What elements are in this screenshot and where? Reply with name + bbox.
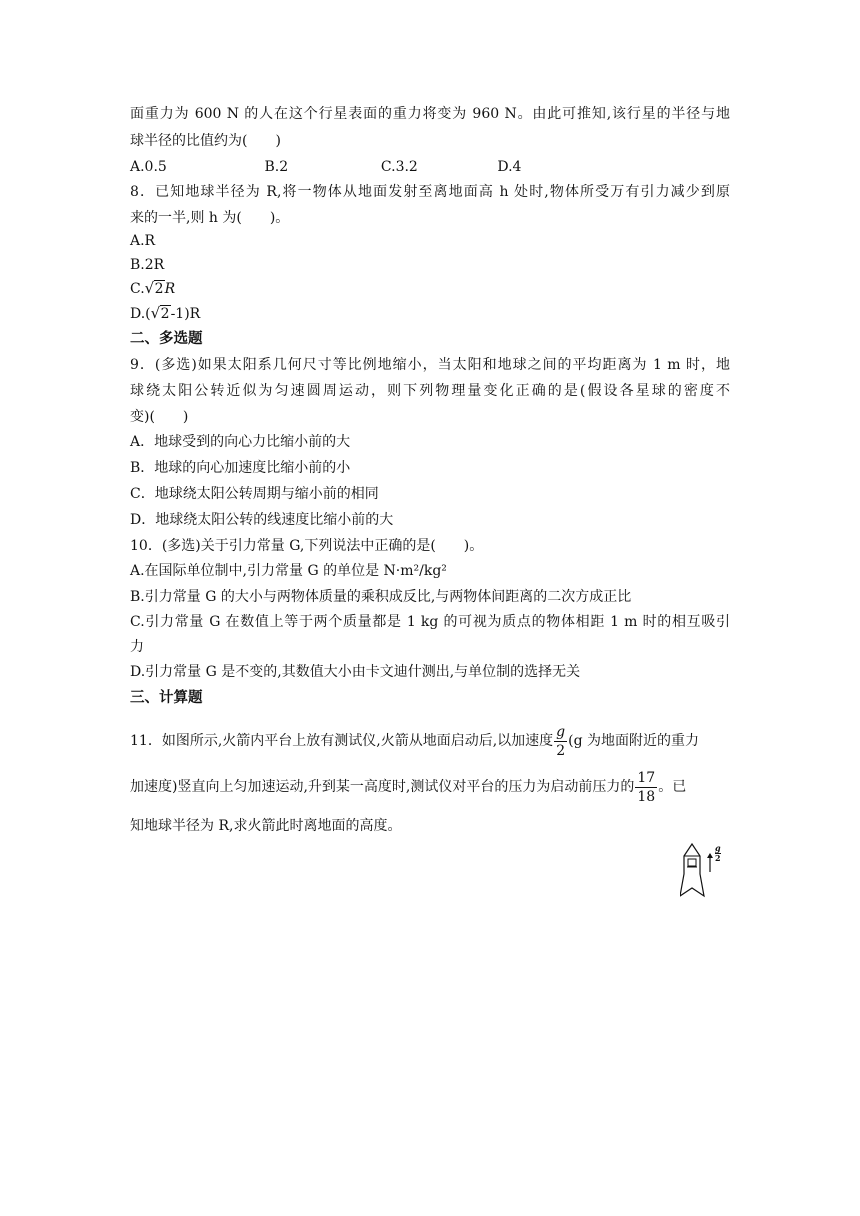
- q11-line1-tail: (g 为地面附近的重力: [568, 733, 700, 749]
- q7-option-b: B.2: [264, 159, 289, 175]
- figure-accel-label: [715, 844, 721, 863]
- fraction-denominator: 2: [556, 742, 566, 759]
- sqrt-symbol: √ 2: [144, 279, 164, 297]
- rocket-figure: [680, 840, 728, 900]
- fraction-numerator: 17: [637, 769, 656, 786]
- q8-option-d: [130, 304, 200, 324]
- q11-line2-tail: 。已: [658, 779, 687, 795]
- q8-option-c: [130, 279, 175, 299]
- q8-option-b: B.2R: [130, 257, 165, 273]
- q9-line1: 9．(多选)如果太阳系几何尺寸等比例地缩小，当太阳和地球之间的平均距离为 1 m 时，地: [130, 357, 730, 373]
- q7-options: [130, 157, 521, 177]
- fraction-numerator: g: [556, 723, 566, 740]
- q7-line1: 面重力为 600 N 的人在这个行星表面的重力将变为 960 N。由此可推知,该行星的半径与地: [130, 106, 730, 122]
- q11-line1: [130, 722, 699, 760]
- q8-option-a: A.R: [130, 233, 156, 249]
- q7-option-c: C.3.2: [380, 159, 418, 175]
- figure-accel-denominator: 2: [715, 853, 721, 863]
- q8-option-c-suffix: R: [164, 281, 176, 297]
- q7-line2: 球半径的比值约为( ): [130, 133, 281, 149]
- q7-option-d: D.4: [497, 159, 522, 175]
- q11-line3: 知地球半径为 R,求火箭此时离地面的高度。: [130, 818, 402, 834]
- q9-line3: 变)( ): [130, 409, 189, 425]
- q9-option-d: D．地球绕太阳公转的线速度比缩小前的大: [130, 512, 394, 528]
- q8-line1: 8．已知地球半径为 R,将一物体从地面发射至离地面高 h 处时,物体所受万有引力减少到原: [130, 184, 730, 200]
- q8-line2: 来的一半,则 h 为( )。: [130, 210, 290, 226]
- q10-option-a: A.在国际单位制中,引力常量 G 的单位是 N·m²/kg²: [130, 563, 447, 579]
- q8-option-d-radicand: 2: [160, 306, 170, 322]
- q10-option-d: D.引力常量 G 是不变的,其数值大小由卡文迪什测出,与单位制的选择无关: [130, 664, 581, 680]
- q11-line2-text: 加速度)竖直向上匀加速运动,升到某一高度时,测试仪对平台的压力为启动前压力的: [130, 779, 635, 795]
- q11-line2: [130, 768, 686, 806]
- q10-option-b: B.引力常量 G 的大小与两物体质量的乘积成反比,与两物体间距离的二次方成正比: [130, 589, 632, 605]
- fraction-17-over-18: [635, 769, 657, 806]
- section-heading-multiple-choice: 二、多选题: [130, 330, 203, 347]
- q9-option-b: B．地球的向心加速度比缩小前的小: [130, 460, 351, 476]
- q10-option-c-line2: 力: [130, 639, 144, 655]
- section-heading-calculation: 三、计算题: [130, 689, 203, 706]
- q8-option-c-prefix: C.: [130, 281, 145, 297]
- q10-line1: 10．(多选)关于引力常量 G,下列说法中正确的是( )。: [130, 538, 484, 554]
- q7-option-a: A.0.5: [130, 159, 167, 175]
- q8-option-d-prefix: D.(: [130, 306, 151, 322]
- fraction-denominator: 18: [637, 788, 656, 805]
- sqrt-symbol: √ 2: [150, 304, 170, 322]
- q10-option-c-line1: C.引力常量 G 在数值上等于两个质量都是 1 kg 的可视为质点的物体相距 1 m 时的相互吸引: [130, 614, 730, 630]
- q9-option-a: A．地球受到的向心力比缩小前的大: [130, 434, 351, 450]
- q8-option-c-radicand: 2: [154, 281, 164, 297]
- figure-accel-numerator: g: [715, 843, 721, 853]
- fraction-g-over-2: [554, 723, 567, 760]
- q11-line1-text: 11．如图所示,火箭内平台上放有测试仪,火箭从地面启动后,以加速度: [130, 733, 554, 749]
- q8-option-d-suffix: -1)R: [170, 306, 201, 322]
- q9-option-c: C．地球绕太阳公转周期与缩小前的相同: [130, 486, 379, 502]
- q9-line2: 球绕太阳公转近似为匀速圆周运动，则下列物理量变化正确的是(假设各星球的密度不: [130, 383, 730, 399]
